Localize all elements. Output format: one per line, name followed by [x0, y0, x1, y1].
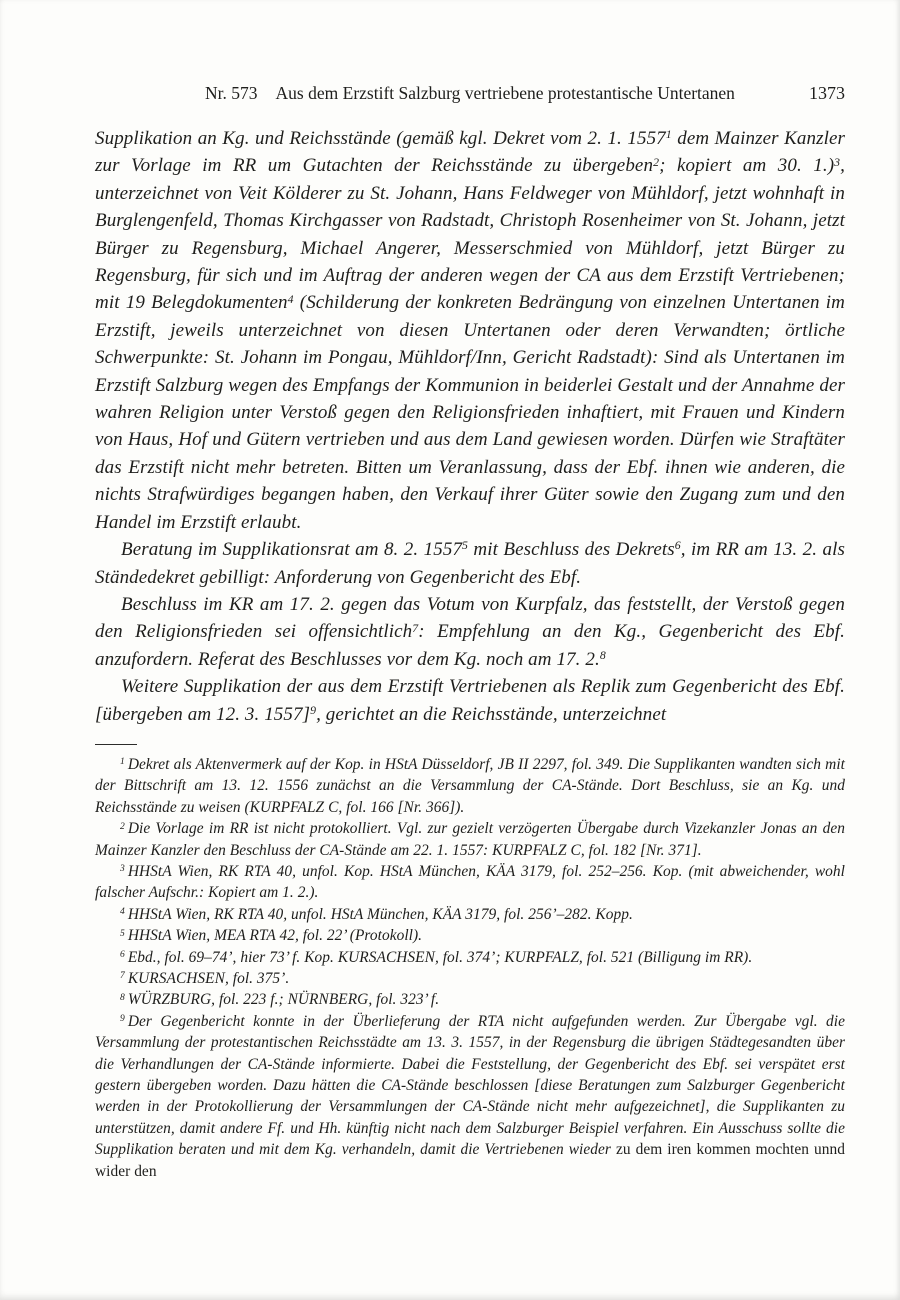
document-body — [95, 125, 845, 728]
footnote-number: 5 — [120, 927, 125, 939]
footnote-number: 1 — [120, 756, 125, 768]
page-number: 1373 — [809, 83, 845, 103]
footnote: $^1$ Dekret als Aktenvermerk auf der Kop. in HStA Düsseldorf, JB II 2297, fol. 349. Die Supplikanten wandten sich mit der Bittschrift am 13. 12. 1556 zunächst an die Versammlung der CA-Stände. Dort Beschluss, sie an Kg. und Reichsstände zu weisen (KURPFALZ C, fol. 166 [Nr. 366]). — [95, 755, 845, 816]
footnote-number: 6 — [120, 949, 125, 961]
running-head — [95, 82, 845, 104]
footnote: $^4$ HHStA Wien, RK RTA 40, unfol. HStA München, KÄA 3179, fol. 256’–282. Kopp. — [120, 905, 633, 923]
footnote-number: 8 — [120, 991, 125, 1003]
footnote-marker: 4 — [287, 292, 294, 306]
footnote-marker: 3 — [834, 155, 841, 169]
footnote: $^5$ HHStA Wien, MEA RTA 42, fol. 22’ (Protokoll). — [120, 927, 423, 945]
footnote-marker: 6 — [674, 539, 681, 553]
document-number: Nr. 573 — [205, 83, 258, 103]
footnote-marker: 1 — [665, 128, 672, 142]
footnotes-section — [95, 754, 845, 1182]
body-paragraph: Supplikation an Kg. und Reichsstände (gemäß kgl. Dekret vom 2. 1. 1557$^1$ dem Mainzer Kanzler zur Vorlage im RR um Gutachten der Reichsstände zu übergeben$^2$; kopiert am 30. 1.)$^3$, unterzeichnet von Veit Kölderer zu St. Johann, Hans Feldweger von Mühldorf, jetzt wohnhaft in Burglengenfeld, Thomas Kirchgasser von Radstadt, Christoph Rosenheimer von St. Johann, jetzt Bürger zu Regensburg, Michael Angerer, Messerschmied von Mühldorf, jetzt Bürger zu Regensburg, für sich und im Auftrag der anderen wegen der CA aus dem Erzstift Vertriebenen; mit 19 Belegdokumenten$^4$ (Schilderung der konkreten Bedrängung von einzelnen Untertanen im Erzstift, jeweils unterzeichnet von diesen Untertanen oder deren Verwandten; örtliche Schwerpunkte: St. Johann im Pongau, Mühldorf/Inn, Gericht Radstadt): Sind als Untertanen im Erzstift Salzburg wegen des Empfangs der Kommunion in beiderlei Gestalt und der Annahme der wahren Religion unter Verstoß gegen den Religionsfrieden inhaftiert, mit Frauen und Kindern von Haus, Hof und Gütern vertrieben und aus dem Land gewiesen worden. Dürfen wie Straftäter das Erzstift nicht mehr betreten. Bitten um Veranlassung, dass der Ebf. ihnen wie anderen, die nichts Strafwürdiges begangen haben, den Verkauf ihrer Güter sowie den Zugang zum und den Handel im Erzstift erlaubt. — [95, 128, 846, 533]
quoted-source-text: zu dem iren kommen mochten unnd wider den — [95, 1141, 845, 1180]
footnote: $^2$ Die Vorlage im RR ist nicht protokolliert. Vgl. zur gezielt verzögerten Übergabe durch Vizekanzler Jonas an den Mainzer Kanzler den Beschluss der CA-Stände am 22. 1. 1557: KURPFALZ C, fol. 182 [Nr. 371]. — [95, 820, 845, 859]
footnote: $^6$ Ebd., fol. 69–74’, hier 73’ f. Kop. KURSACHSEN, fol. 374’; KURPFALZ, fol. 521 (Billigung im RR). — [120, 948, 753, 966]
footnote-number: 3 — [120, 863, 125, 875]
footnote-marker: 2 — [653, 155, 660, 169]
footnote-number: 2 — [120, 820, 125, 832]
footnote-marker: 7 — [412, 621, 419, 635]
footnote-number: 7 — [120, 970, 125, 982]
body-paragraph: Beratung im Supplikationsrat am 8. 2. 1557$^5$ mit Beschluss des Dekrets$^6$, im RR am 13. 2. als Ständedekret gebilligt: Anforderung von Gegenbericht des Ebf. — [95, 539, 845, 588]
footnote: $^3$ HHStA Wien, RK RTA 40, unfol. Kop. HStA München, KÄA 3179, fol. 252–256. Kop. (mit abweichender, wohl falscher Aufschr.: Kopiert am 1. 2.). — [95, 862, 845, 902]
body-paragraph: Beschluss im KR am 17. 2. gegen das Votum von Kurpfalz, das feststellt, der Verstoß gegen den Religionsfrieden sei offensichtlich$^7$: Empfehlung an den Kg., Gegenbericht des Ebf. anzufordern. Referat des Beschlusses vor dem Kg. noch am 17. 2.$^8$ — [95, 593, 845, 670]
footnote-marker: 8 — [599, 649, 606, 663]
footnote: $^9$ Der Gegenbericht konnte in der Überlieferung der RTA nicht aufgefunden werden. Zur Übergabe vgl. die Versammlung der protestantischen Reichsstädte am 13. 3. 1557, in der Regensburg die übrigen Städtegesandten über die Verhandlungen der CA-Stände informierte. Dabei die Feststellung, der Gegenbericht des Ebf. sei verspätet erst gestern übergeben worden. Dazu hätten die CA-Stände beschlossen [diese Beratungen zum Salzburger Gegenbericht werden in der Protokollierung der Versammlungen der CA-Stände nicht mehr aufgezeichnet], die Supplikanten zu unterstützen, damit andere Ff. und Hh. künftig nicht nach dem Salzburger Beispiel verfahren. Ein Ausschuss sollte die Supplikation beraten und mit dem Kg. verhandeln, damit die Vertriebenen wieder zu dem iren kommen mochten unnd wider den — [95, 1012, 845, 1180]
footnote-number: 4 — [120, 906, 125, 918]
footnote-marker: 9 — [310, 703, 317, 717]
footnote: $^8$ WÜRZBURG, fol. 223 f.; NÜRNBERG, fol. 323’ f. — [120, 991, 440, 1009]
footnote-separator — [95, 744, 137, 745]
footnote-number: 9 — [120, 1013, 125, 1025]
footnote: $^7$ KURSACHSEN, fol. 375’. — [120, 970, 290, 987]
running-head-title: Aus dem Erzstift Salzburg vertriebene protestantische Untertanen — [275, 83, 735, 103]
footnote-marker: 5 — [462, 539, 469, 553]
body-paragraph: Weitere Supplikation der aus dem Erzstift Vertriebenen als Replik zum Gegenbericht des Ebf. [übergeben am 12. 3. 1557]$^9$, gerichtet an die Reichsstände, unterzeichnet — [95, 676, 845, 725]
